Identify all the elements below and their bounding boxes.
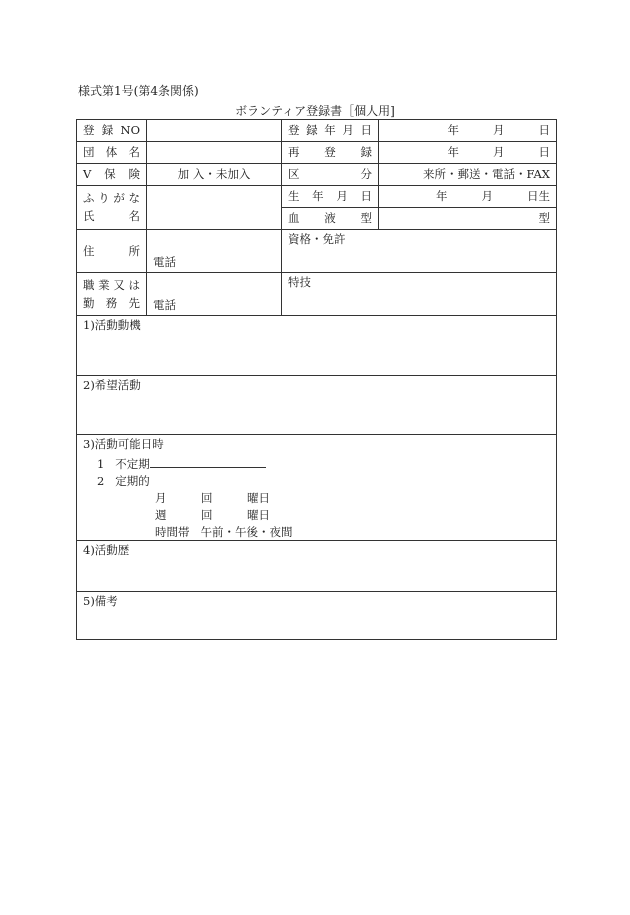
category-label: 区 分 bbox=[282, 164, 379, 186]
category-value[interactable]: 来所・郵送・電話・FAX bbox=[379, 164, 557, 186]
rereg-date-field[interactable]: 年 月 日 bbox=[379, 142, 557, 164]
history-field[interactable] bbox=[77, 540, 557, 591]
form-number: 様式第1号(第4条関係) bbox=[78, 84, 199, 98]
month-line: 月 回 曜日 bbox=[155, 490, 270, 505]
row-address bbox=[77, 230, 557, 273]
workplace-tel-label: 電話 bbox=[153, 298, 176, 313]
license-field[interactable] bbox=[282, 230, 557, 273]
name-field[interactable] bbox=[147, 186, 282, 230]
row-group bbox=[77, 142, 557, 164]
row-available bbox=[77, 435, 557, 541]
reg-no-field[interactable] bbox=[147, 120, 282, 142]
available-field[interactable] bbox=[77, 435, 557, 541]
document-title: ボランティア登録書［個人用] bbox=[235, 104, 395, 118]
row-registration-no bbox=[77, 120, 557, 142]
regular-line: 2 定期的 bbox=[97, 473, 150, 488]
group-name-label: 団 体 名 bbox=[77, 142, 147, 164]
row-desired bbox=[77, 376, 557, 435]
address-field[interactable] bbox=[147, 230, 282, 273]
occupation-field[interactable] bbox=[147, 273, 282, 316]
desired-label: 2)希望活動 bbox=[83, 378, 141, 392]
remarks-label: 5)備考 bbox=[83, 593, 118, 608]
registration-form bbox=[76, 119, 557, 640]
row-history bbox=[77, 540, 557, 591]
motive-label: 1)活動動機 bbox=[83, 318, 141, 332]
row-occupation bbox=[77, 273, 557, 316]
desired-field[interactable] bbox=[77, 376, 557, 435]
irregular-underline[interactable] bbox=[150, 455, 266, 468]
motive-field[interactable] bbox=[77, 316, 557, 376]
license-label: 資格・免許 bbox=[288, 232, 346, 246]
skill-field[interactable] bbox=[282, 273, 557, 316]
group-name-field[interactable] bbox=[147, 142, 282, 164]
row-birth bbox=[77, 186, 557, 208]
week-line: 週 回 曜日 bbox=[155, 507, 270, 522]
timezone-line: 時間帯 午前・午後・夜間 bbox=[155, 524, 293, 539]
reg-date-label: 登 録 年 月 日 bbox=[282, 120, 379, 142]
address-label: 住 所 bbox=[77, 230, 147, 273]
row-insurance bbox=[77, 164, 557, 186]
reg-no-label: 登 録 NO bbox=[77, 120, 147, 142]
irregular-line: 1 不定期 bbox=[83, 455, 550, 472]
available-label: 3)活動可能日時 bbox=[83, 437, 164, 451]
blood-type-field[interactable]: 型 bbox=[379, 208, 557, 230]
name-label: ふ り が な 氏 名 bbox=[77, 186, 147, 230]
rereg-label: 再 登 録 bbox=[282, 142, 379, 164]
row-remarks bbox=[77, 591, 557, 639]
insurance-value[interactable]: 加 入・未加入 bbox=[147, 164, 282, 186]
row-motive bbox=[77, 316, 557, 376]
reg-date-field[interactable]: 年 月 日 bbox=[379, 120, 557, 142]
address-tel-label: 電話 bbox=[153, 255, 176, 270]
birth-date-field[interactable]: 年 月 日生 bbox=[379, 186, 557, 208]
blood-label: 血 液 型 bbox=[282, 208, 379, 230]
skill-label: 特技 bbox=[288, 275, 311, 289]
birth-label: 生 年 月 日 bbox=[282, 186, 379, 208]
remarks-field[interactable] bbox=[77, 591, 557, 639]
history-label: 4)活動歴 bbox=[83, 542, 130, 557]
insurance-label: V 保 険 bbox=[77, 164, 147, 186]
occupation-label: 職 業 又 は 勤 務 先 bbox=[77, 273, 147, 316]
